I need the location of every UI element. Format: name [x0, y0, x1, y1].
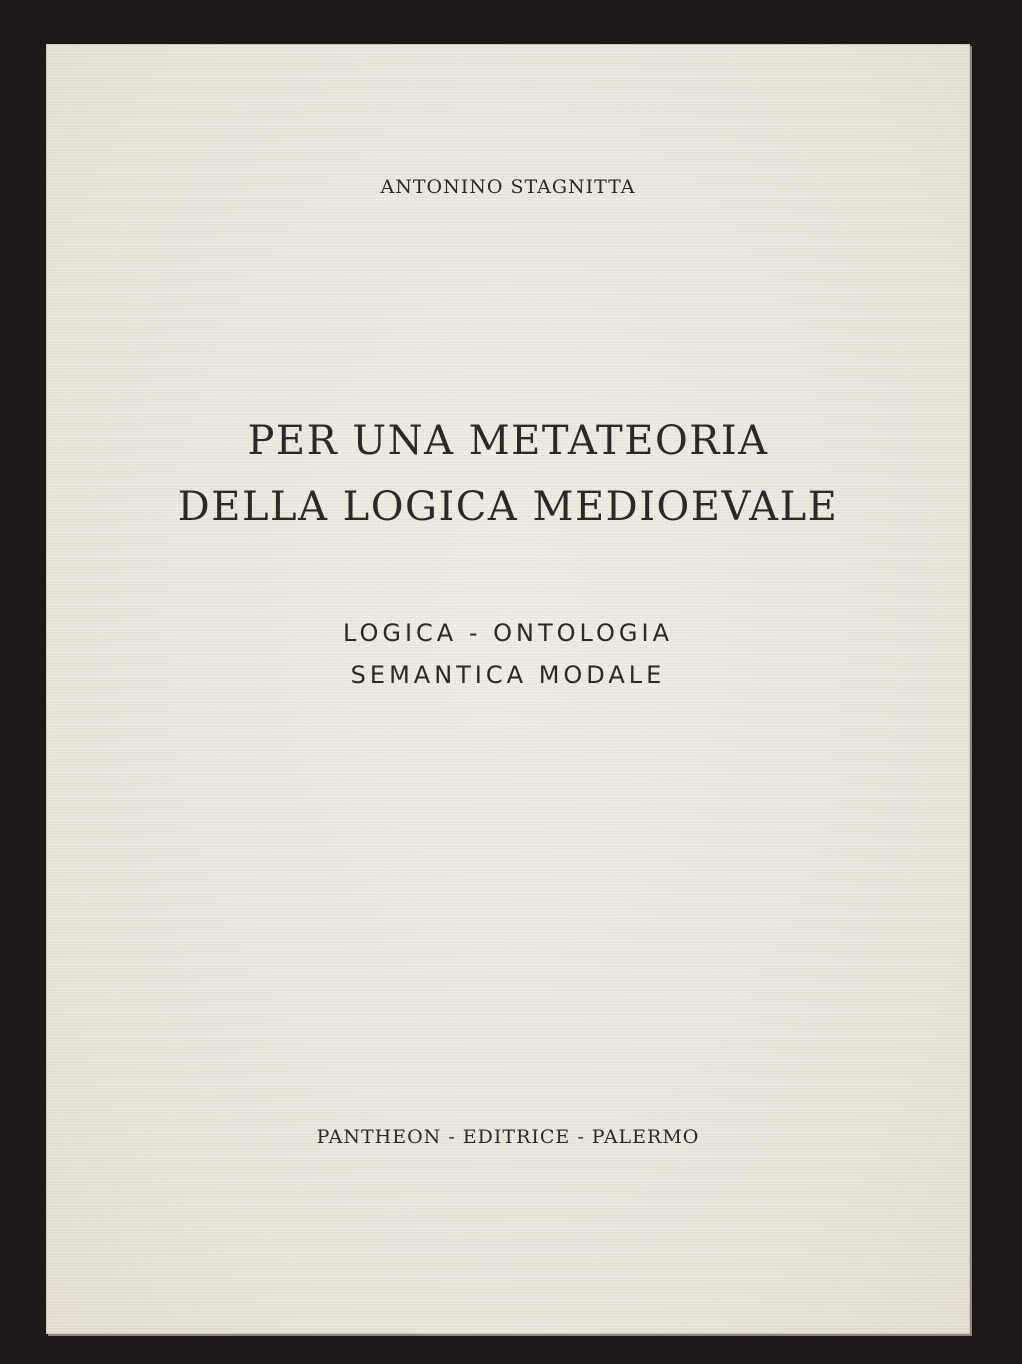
subtitle-line-1: LOGICA - ONTOLOGIA — [342, 619, 674, 647]
publisher-line: PANTHEON - EDITRICE - PALERMO — [316, 1126, 700, 1148]
subtitle-line-2: SEMANTICA MODALE — [350, 661, 666, 689]
book-cover — [46, 44, 970, 1334]
author-name: ANTONINO STAGNITTA — [380, 176, 636, 198]
book-title-line-2: DELLA LOGICA MEDIOEVALE — [177, 484, 839, 530]
book-title-line-1: PER UNA METATEORIA — [247, 418, 769, 464]
